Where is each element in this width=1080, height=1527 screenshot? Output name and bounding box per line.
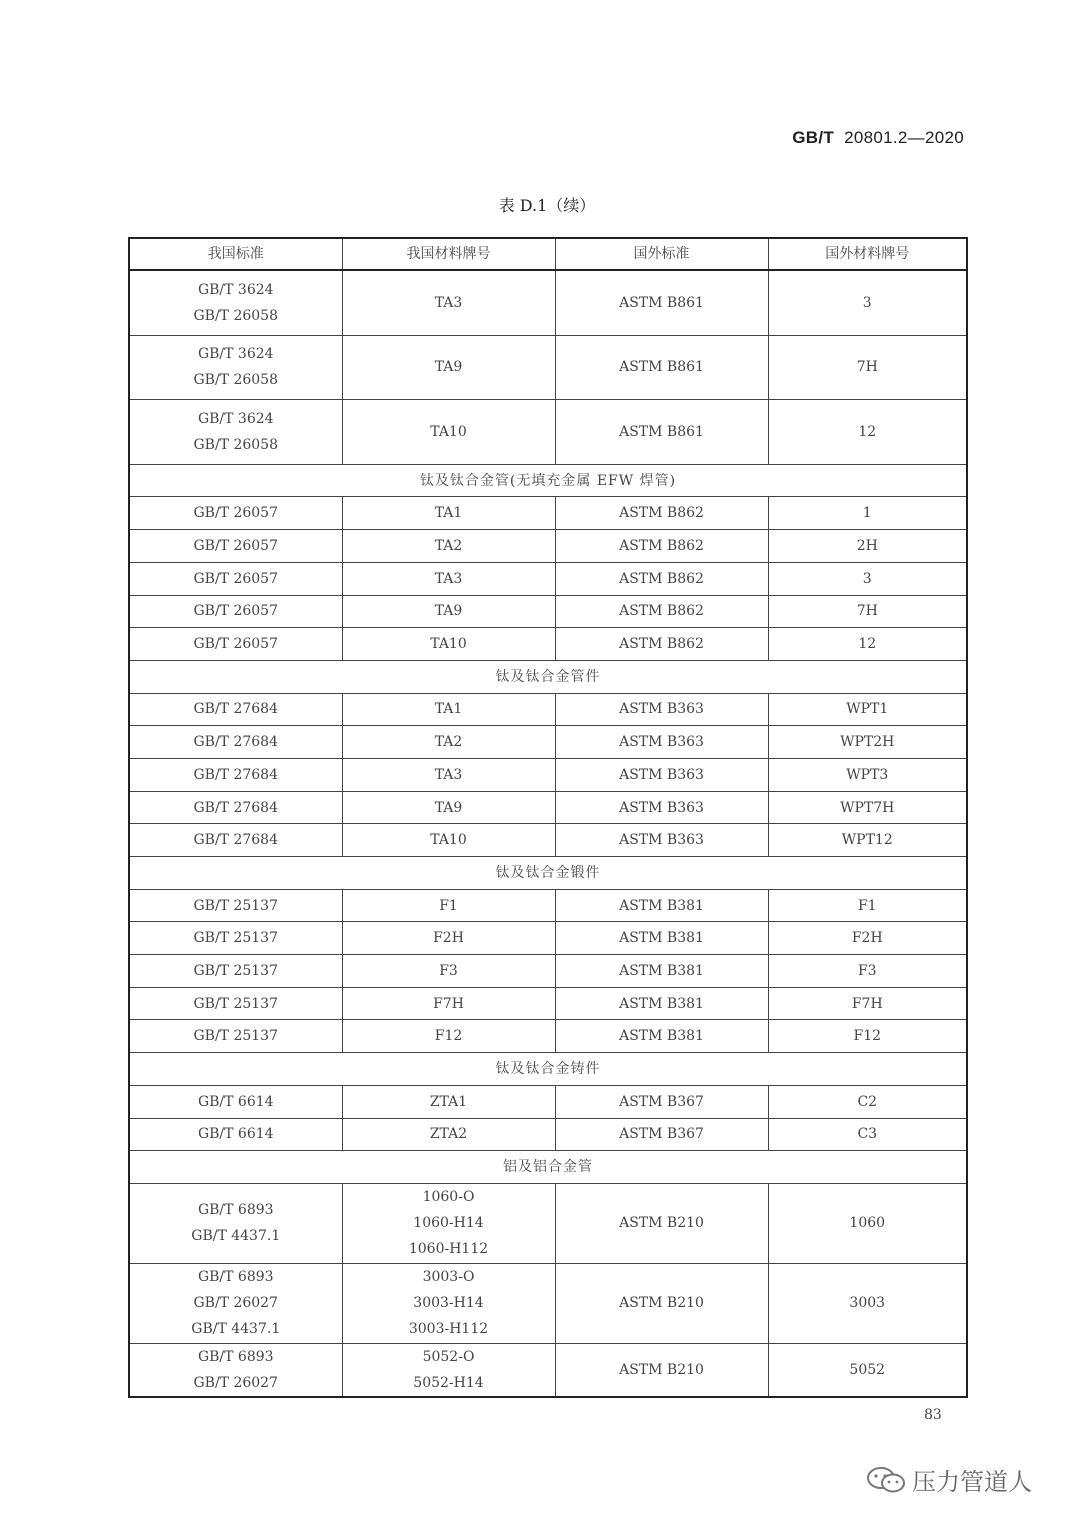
cn-grade-cell: TA1 <box>342 693 555 726</box>
cn-standard-cell: GB/T 27684 <box>129 824 342 857</box>
foreign-standard-cell: ASTM B862 <box>555 628 768 661</box>
cn-standard: GB/T 4437.1 <box>191 1321 281 1338</box>
cn-grade-cell: TA2 <box>342 726 555 759</box>
section-title: 铝及铝合金管 <box>129 1151 967 1184</box>
cn-grade-cell: TA9 <box>342 595 555 628</box>
cn-standard-cell: GB/T 25137 <box>129 955 342 988</box>
table-row <box>129 693 967 726</box>
column-header: 我国标准 <box>129 238 342 270</box>
foreign-standard-cell: ASTM B861 <box>555 400 768 465</box>
foreign-grade-cell: 3 <box>768 270 967 335</box>
column-header: 我国材料牌号 <box>342 238 555 270</box>
page-number: 83 <box>924 1407 942 1423</box>
table-row <box>129 726 967 759</box>
cn-grade: 1060-H14 <box>413 1215 484 1232</box>
foreign-standard-cell: ASTM B210 <box>555 1263 768 1343</box>
cn-standard: GB/T 26027 <box>193 1295 278 1312</box>
cn-standard: GB/T 26058 <box>193 307 278 324</box>
table-row <box>129 530 967 563</box>
table-row <box>129 922 967 955</box>
foreign-grade-cell: WPT7H <box>768 791 967 824</box>
cn-standard-cell: GB/T 25137 <box>129 987 342 1020</box>
standard-code <box>792 128 964 148</box>
foreign-grade-cell: 7H <box>768 335 967 400</box>
cn-standard-cell: GB/T 27684 <box>129 758 342 791</box>
foreign-grade-cell: WPT3 <box>768 758 967 791</box>
table-row <box>129 400 967 465</box>
cn-standard-cell <box>129 1263 342 1343</box>
foreign-grade-cell: C3 <box>768 1118 967 1151</box>
table-row <box>129 791 967 824</box>
cn-standard: GB/T 6893 <box>197 1348 274 1365</box>
cn-standard-cell: GB/T 26057 <box>129 595 342 628</box>
cn-standard: GB/T 26058 <box>193 436 278 453</box>
cn-grade: 3003-O <box>422 1269 475 1286</box>
cn-grade-cell: TA3 <box>342 270 555 335</box>
wechat-icon <box>866 1466 906 1494</box>
cn-standard-cell: GB/T 26057 <box>129 530 342 563</box>
cn-grade-cell: TA2 <box>342 530 555 563</box>
foreign-standard-cell: ASTM B862 <box>555 562 768 595</box>
column-header: 国外标准 <box>555 238 768 270</box>
cn-grade-cell: TA3 <box>342 758 555 791</box>
table-row <box>129 987 967 1020</box>
table-row <box>129 595 967 628</box>
foreign-grade-cell: 2H <box>768 530 967 563</box>
foreign-grade-cell: WPT1 <box>768 693 967 726</box>
cn-grade: 3003-H112 <box>408 1321 489 1338</box>
cn-standard-cell <box>129 400 342 465</box>
cn-standard-cell: GB/T 27684 <box>129 791 342 824</box>
foreign-standard-cell: ASTM B363 <box>555 824 768 857</box>
cn-standard-cell <box>129 270 342 335</box>
table-row <box>129 1020 967 1053</box>
cn-standard: GB/T 3624 <box>197 281 274 298</box>
foreign-grade-cell: F12 <box>768 1020 967 1053</box>
foreign-standard-cell: ASTM B210 <box>555 1343 768 1397</box>
foreign-standard-cell: ASTM B381 <box>555 889 768 922</box>
section-row <box>129 464 967 497</box>
cn-standard: GB/T 3624 <box>197 410 274 427</box>
cn-grade: 1060-O <box>422 1189 475 1206</box>
section-title: 钛及钛合金管件 <box>129 660 967 693</box>
cn-grade-cell: F3 <box>342 955 555 988</box>
cn-standard: GB/T 26058 <box>193 372 278 389</box>
cn-standard-cell <box>129 335 342 400</box>
table-row <box>129 1183 967 1263</box>
table-row <box>129 758 967 791</box>
cn-grade-cell: F1 <box>342 889 555 922</box>
foreign-grade-cell: F2H <box>768 922 967 955</box>
cn-standard-cell: GB/T 25137 <box>129 889 342 922</box>
cn-standard: GB/T 6893 <box>197 1269 274 1286</box>
cn-standard-cell: GB/T 25137 <box>129 1020 342 1053</box>
cn-grade-cell <box>342 1183 555 1263</box>
cn-grade-cell <box>342 1343 555 1397</box>
foreign-standard-cell: ASTM B363 <box>555 693 768 726</box>
cn-standard-cell: GB/T 26057 <box>129 562 342 595</box>
cn-grade-cell: F12 <box>342 1020 555 1053</box>
foreign-standard-cell: ASTM B861 <box>555 270 768 335</box>
table-row <box>129 497 967 530</box>
foreign-standard-cell: ASTM B862 <box>555 497 768 530</box>
foreign-grade-cell: WPT2H <box>768 726 967 759</box>
foreign-grade-cell: 1060 <box>768 1183 967 1263</box>
section-title: 钛及钛合金铸件 <box>129 1053 967 1086</box>
cn-grade-cell: TA9 <box>342 335 555 400</box>
section-title: 钛及钛合金管(无填充金属 EFW 焊管) <box>129 464 967 497</box>
foreign-standard-cell: ASTM B367 <box>555 1118 768 1151</box>
foreign-standard-cell: ASTM B381 <box>555 1020 768 1053</box>
foreign-standard-cell: ASTM B862 <box>555 595 768 628</box>
section-row <box>129 660 967 693</box>
cn-standard: GB/T 26027 <box>193 1374 278 1391</box>
watermark <box>866 1462 1032 1497</box>
table-row <box>129 270 967 335</box>
cn-standard: GB/T 3624 <box>197 346 274 363</box>
foreign-grade-cell: 1 <box>768 497 967 530</box>
standard-number: 20801.2—2020 <box>844 128 964 147</box>
cn-grade-cell: TA10 <box>342 628 555 661</box>
column-header: 国外材料牌号 <box>768 238 967 270</box>
cn-grade-cell: TA10 <box>342 824 555 857</box>
cn-standard-cell: GB/T 26057 <box>129 497 342 530</box>
cn-grade: 3003-H14 <box>413 1295 484 1312</box>
foreign-standard-cell: ASTM B381 <box>555 955 768 988</box>
table-header-row <box>129 238 967 270</box>
section-title: 钛及钛合金锻件 <box>129 857 967 890</box>
cn-grade-cell: TA10 <box>342 400 555 465</box>
foreign-grade-cell: 3 <box>768 562 967 595</box>
cn-grade-cell: TA3 <box>342 562 555 595</box>
foreign-grade-cell: 3003 <box>768 1263 967 1343</box>
cn-grade: 5052-O <box>422 1348 475 1365</box>
foreign-standard-cell: ASTM B381 <box>555 922 768 955</box>
foreign-grade-cell: F1 <box>768 889 967 922</box>
table-row <box>129 335 967 400</box>
section-row <box>129 857 967 890</box>
table-row <box>129 955 967 988</box>
foreign-standard-cell: ASTM B381 <box>555 987 768 1020</box>
table-row <box>129 1118 967 1151</box>
cn-standard-cell: GB/T 26057 <box>129 628 342 661</box>
foreign-standard-cell: ASTM B861 <box>555 335 768 400</box>
cn-grade-cell: ZTA2 <box>342 1118 555 1151</box>
foreign-standard-cell: ASTM B367 <box>555 1085 768 1118</box>
table-row <box>129 1263 967 1343</box>
watermark-text: 压力管道人 <box>912 1468 1032 1496</box>
table-row <box>129 628 967 661</box>
cn-standard-cell: GB/T 25137 <box>129 922 342 955</box>
table-row <box>129 889 967 922</box>
cn-grade-cell: F7H <box>342 987 555 1020</box>
section-row <box>129 1053 967 1086</box>
cn-standard-cell: GB/T 27684 <box>129 726 342 759</box>
foreign-grade-cell: WPT12 <box>768 824 967 857</box>
cn-standard-cell: GB/T 6614 <box>129 1085 342 1118</box>
foreign-grade-cell: C2 <box>768 1085 967 1118</box>
cn-standard-cell: GB/T 27684 <box>129 693 342 726</box>
foreign-standard-cell: ASTM B862 <box>555 530 768 563</box>
standard-prefix: GB/T <box>792 128 835 147</box>
foreign-standard-cell: ASTM B210 <box>555 1183 768 1263</box>
table-row <box>129 562 967 595</box>
table-title: 表 D.1（续） <box>498 196 596 215</box>
cn-grade-cell: TA1 <box>342 497 555 530</box>
foreign-grade-cell: 7H <box>768 595 967 628</box>
cn-grade-cell: TA9 <box>342 791 555 824</box>
foreign-grade-cell: 12 <box>768 400 967 465</box>
cn-grade-cell: ZTA1 <box>342 1085 555 1118</box>
cn-standard: GB/T 6893 <box>197 1202 274 1219</box>
cn-standard-cell <box>129 1343 342 1397</box>
cn-grade: 1060-H112 <box>408 1241 489 1258</box>
foreign-grade-cell: F7H <box>768 987 967 1020</box>
cn-grade-cell <box>342 1263 555 1343</box>
material-comparison-table <box>128 237 968 1398</box>
table-row <box>129 824 967 857</box>
foreign-standard-cell: ASTM B363 <box>555 758 768 791</box>
table-row <box>129 1343 967 1397</box>
table-row <box>129 1085 967 1118</box>
cn-standard-cell <box>129 1183 342 1263</box>
cn-standard-cell: GB/T 6614 <box>129 1118 342 1151</box>
foreign-grade-cell: 12 <box>768 628 967 661</box>
section-row <box>129 1151 967 1184</box>
foreign-grade-cell: 5052 <box>768 1343 967 1397</box>
foreign-standard-cell: ASTM B363 <box>555 791 768 824</box>
foreign-standard-cell: ASTM B363 <box>555 726 768 759</box>
cn-standard: GB/T 4437.1 <box>191 1228 281 1245</box>
cn-grade-cell: F2H <box>342 922 555 955</box>
foreign-grade-cell: F3 <box>768 955 967 988</box>
cn-grade: 5052-H14 <box>413 1374 484 1391</box>
